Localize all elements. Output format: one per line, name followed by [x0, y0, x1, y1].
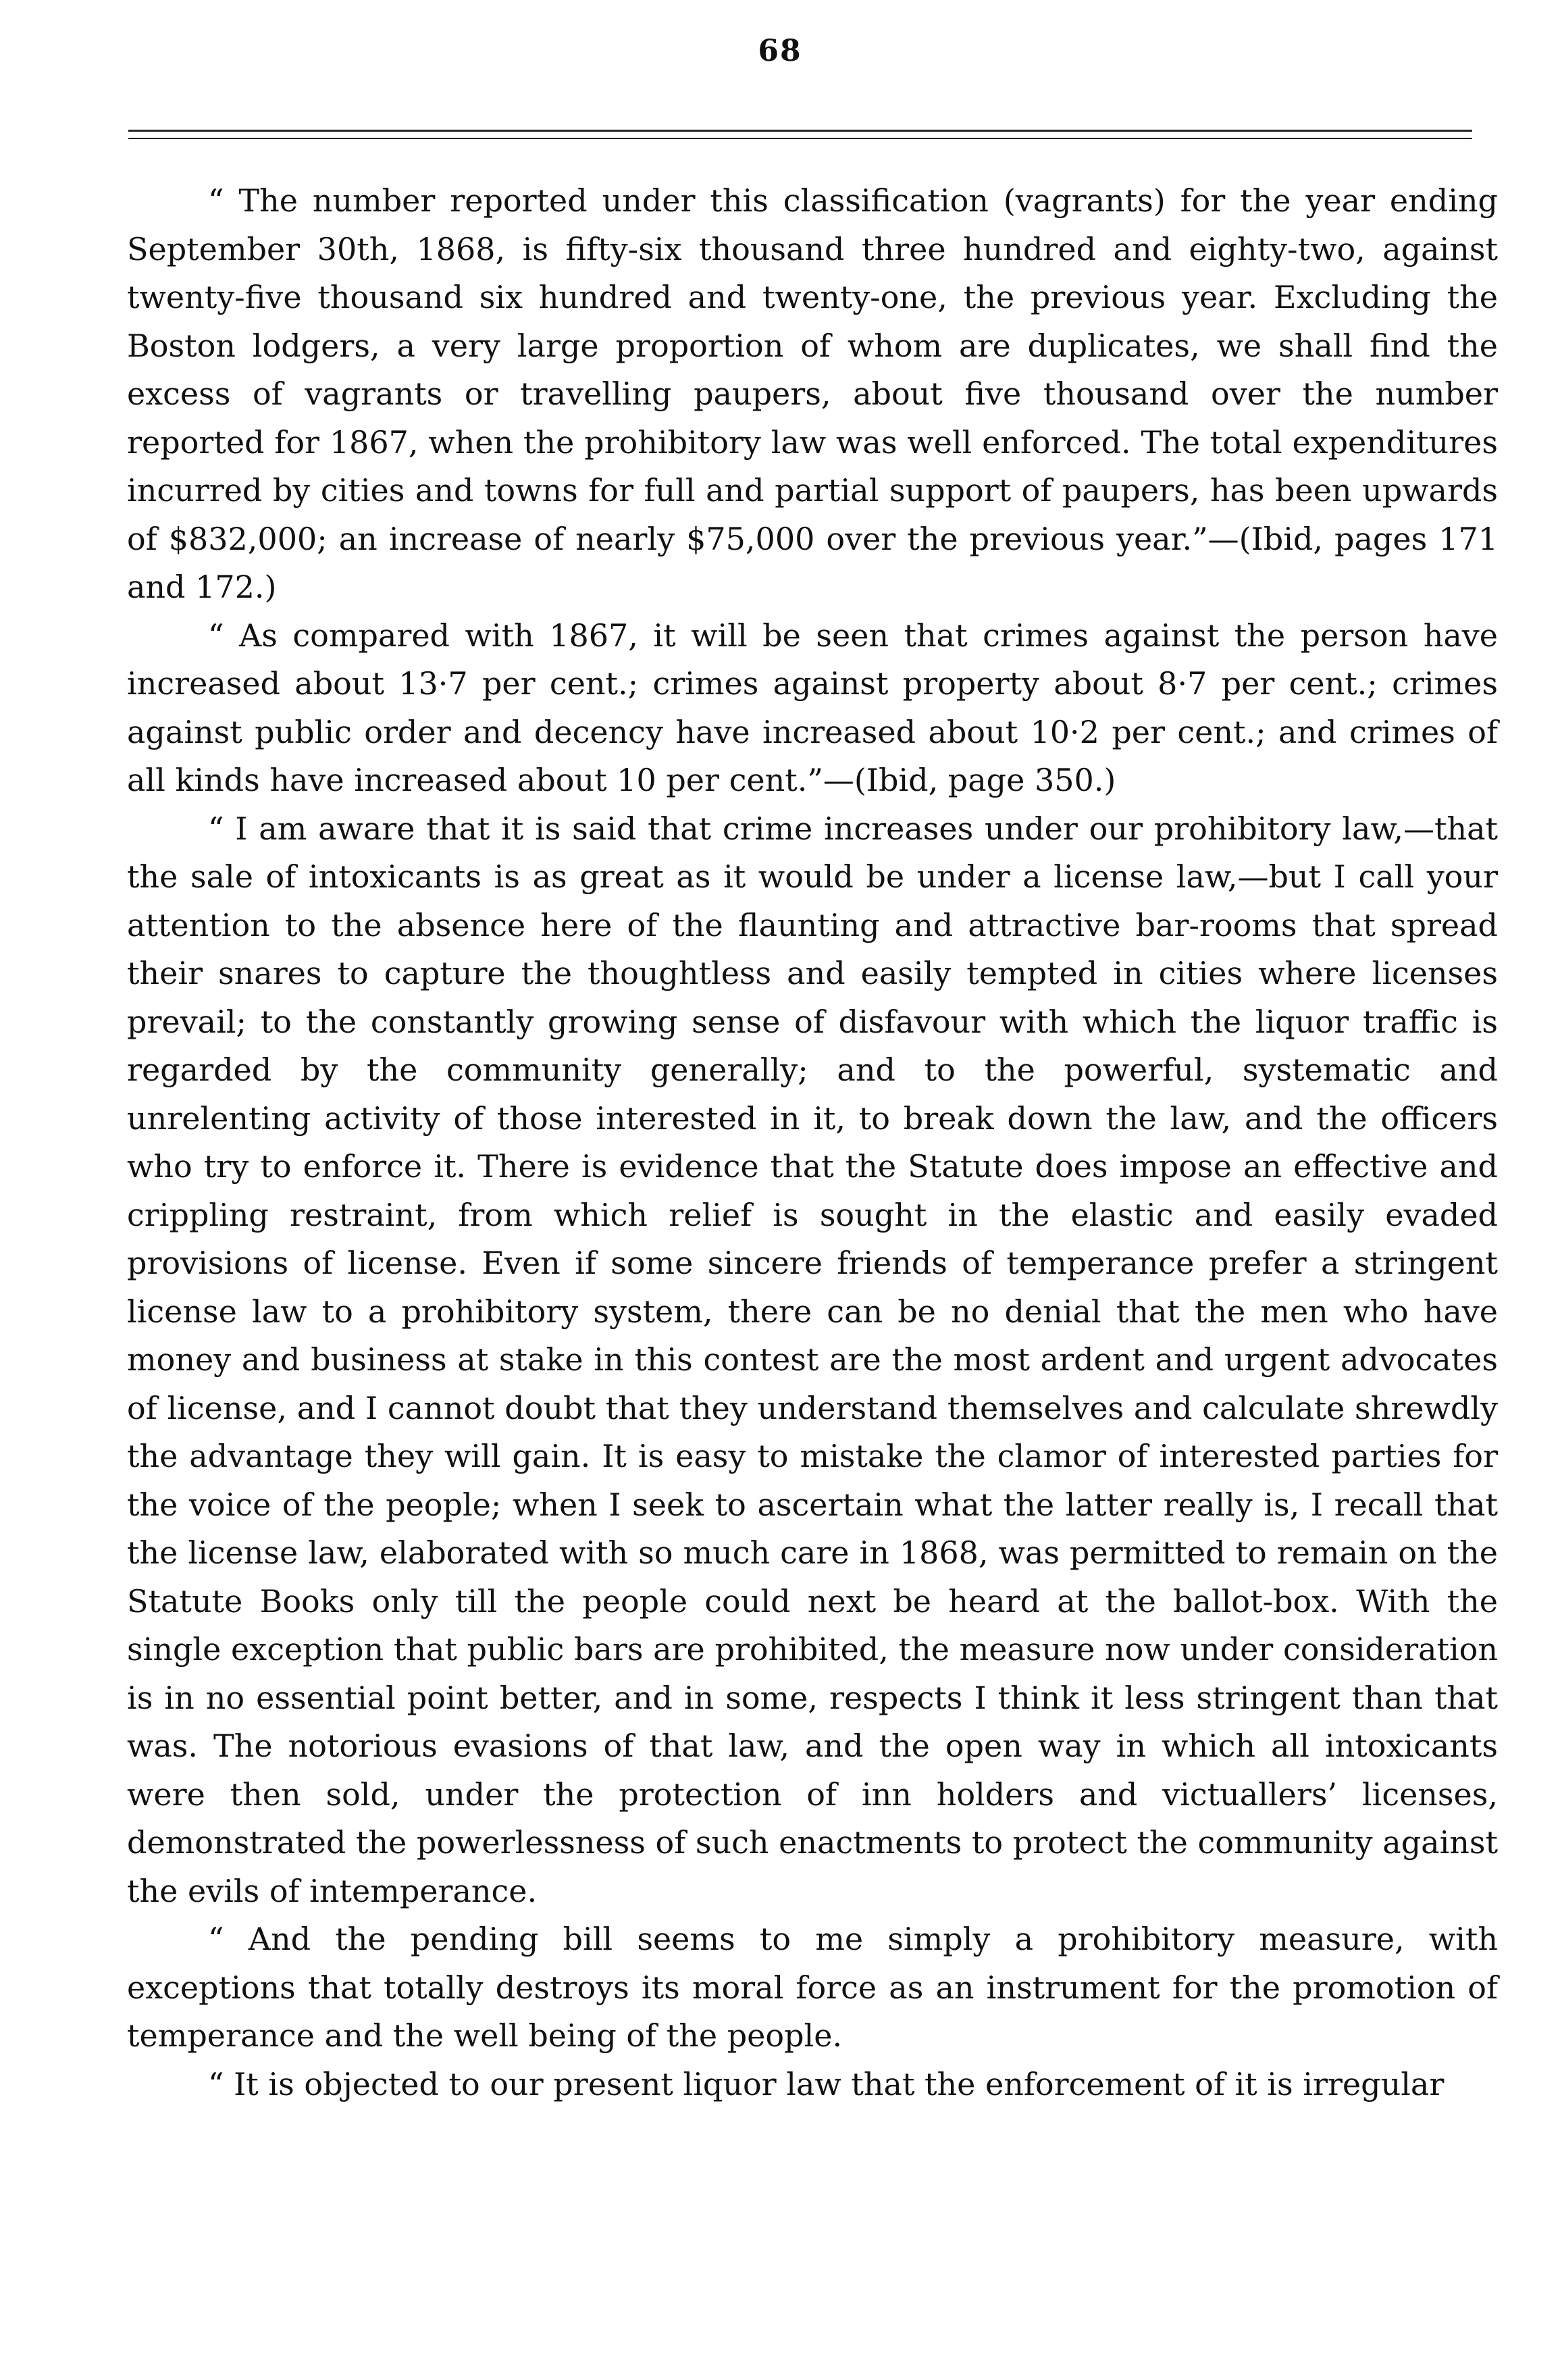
page-number: 68 — [758, 34, 802, 68]
paragraph-prohibitory-law: “ I am aware that it is said that crime increases under our prohibitory law,—that the sale of intoxicants is as great as it would be under a license law,—but I call your attention to the absence here of the flaunting and attractive bar-rooms that spread their snares to capture the thoughtless and easily tempted in cities where licenses prevail; to the constantly growing sense of disfavour with which the liquor traffic is regarded by the community generally; and to the powerful, systematic and unrelenting activity of those interested in it, to break down the law, and the officers who try to enforce it. There is evidence that the Statute does impose an effective and crippling restraint, from which relief is sought in the elastic and easily evaded provisions of license. Even if some sincere friends of temperance prefer a stringent license law to a prohibitory system, there can be no denial that the men who have money and business at stake in this contest are the most ardent and urgent advocates of license, and I cannot doubt that they understand themselves and calculate shrewdly the advantage they will gain. It is easy to mistake the clamor of interested parties for the voice of the people; when I seek to ascertain what the latter really is, I recall that the license law, elaborated with so much care in 1868, was permitted to remain on the Statute Books only till the people could next be heard at the ballot-box. With the single exception that public bars are prohibited, the measure now under consideration is in no essential point better, and in some, respects I think it less stringent than that was. The notorious evasions of that law, and the open way in which all intoxicants were then sold, under the protection of inn holders and victuallers’ licenses, demonstrated the powerlessness of such enactments to protect the community against the evils of intemperance. — [127, 810, 1498, 1909]
header-rule-thin — [128, 138, 1472, 139]
paragraph-crime-comparison: “ As compared with 1867, it will be seen that crimes against the person have increased about 13·7 per cent.; crimes against property about 8·7 per cent.; crimes against public order and decency have increased about 10·2 per cent.; and crimes of all kinds have increased about 10 per cent.”—(Ibid, page 350.) — [127, 617, 1498, 798]
body-text — [127, 177, 1498, 2109]
paragraph-vagrants: “ The number reported under this classification (vagrants) for the year ending September 30th, 1868, is fifty-six thousand three hundred and eighty-two, against twenty-five thousand six hundred and twenty-one, the previous year. Excluding the Boston lodgers, a very large proportion of whom are duplicates, we shall find the excess of vagrants or travelling paupers, about five thousand over the number reported for 1867, when the prohibitory law was well enforced. The total expenditures incurred by cities and towns for full and partial support of paupers, has been upwards of $832,000; an increase of nearly $75,000 over the previous year.”—(Ibid, pages 171 and 172.) — [127, 182, 1498, 605]
paragraph-pending-bill: “ And the pending bill seems to me simply a prohibitory measure, with exceptions that totally destroys its moral force as an instrument for the promotion of temperance and the well being of the people. — [127, 1921, 1498, 2054]
paragraph-objection: “ It is objected to our present liquor law that the enforcement of it is irregular — [208, 2065, 1445, 2102]
header-rule-thick — [128, 130, 1472, 132]
